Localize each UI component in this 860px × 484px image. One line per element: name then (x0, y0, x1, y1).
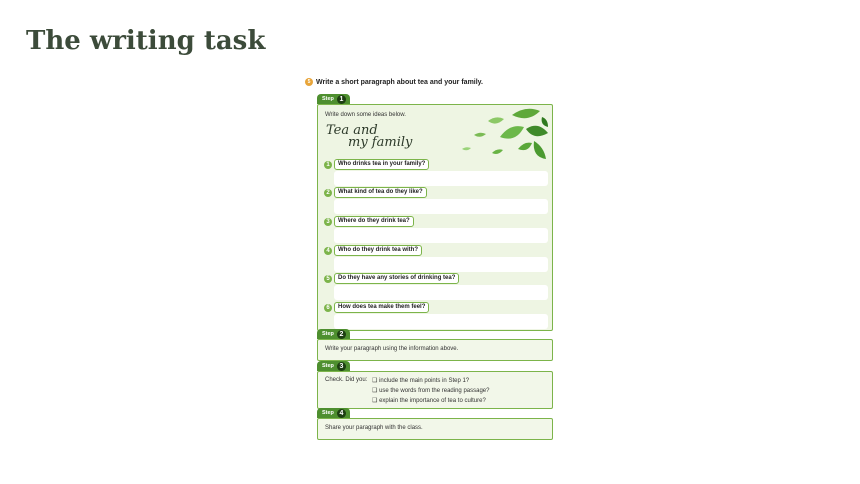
step-number: 4 (337, 409, 346, 418)
checklist-item-1: ❑ include the main points in Step 1? (372, 378, 470, 384)
question-number: 1 (324, 161, 332, 169)
step-number: 1 (337, 95, 346, 104)
checklist-item-2: ❑ use the words from the reading passage? (372, 388, 490, 394)
step-2-text: Write your paragraph using the information above. (325, 346, 459, 352)
question-number: 6 (324, 304, 332, 312)
step-1-text: Write down some ideas below. (325, 112, 406, 118)
step-3-tab (317, 361, 350, 371)
answer-field[interactable] (334, 285, 548, 300)
step-4-tab (317, 408, 350, 418)
step-label: Step (322, 410, 334, 416)
question-5 (324, 273, 548, 300)
question-number: 3 (324, 218, 332, 226)
step-2-box (317, 339, 553, 361)
checkbox-icon[interactable]: ❑ (372, 378, 378, 384)
handwritten-title-line1: Tea and (326, 123, 378, 138)
step-3-text: Check. Did you: (325, 377, 368, 383)
question-text: How does tea make them feel? (334, 302, 429, 313)
question-text: What kind of tea do they like? (334, 187, 427, 198)
step-1-box (317, 104, 553, 331)
answer-field[interactable] (334, 228, 548, 243)
checkbox-icon[interactable]: ❑ (372, 388, 378, 394)
question-4 (324, 245, 548, 272)
question-6 (324, 302, 548, 329)
page-title: The writing task (26, 26, 266, 56)
step-label: Step (322, 96, 334, 102)
instruction-text: Write a short paragraph about tea and your family. (316, 78, 483, 86)
handwritten-title-line2: my family (348, 135, 413, 150)
question-2 (324, 187, 548, 214)
checklist-item-3: ❑ explain the importance of tea to culture? (372, 398, 486, 404)
answer-field[interactable] (334, 199, 548, 214)
question-text: Who do they drink tea with? (334, 245, 422, 256)
question-number: 5 (324, 275, 332, 283)
step-3-box (317, 371, 553, 409)
answer-field[interactable] (334, 314, 548, 329)
exercise-number: 5 (305, 78, 313, 86)
step-2-tab (317, 329, 350, 339)
exercise-instruction (305, 78, 483, 86)
step-label: Step (322, 363, 334, 369)
step-number: 3 (337, 362, 346, 371)
answer-field[interactable] (334, 171, 548, 186)
checkbox-icon[interactable]: ❑ (372, 398, 378, 404)
step-4-text: Share your paragraph with the class. (325, 425, 423, 431)
question-number: 2 (324, 189, 332, 197)
tea-leaves-illustration (430, 105, 550, 163)
question-number: 4 (324, 247, 332, 255)
answer-field[interactable] (334, 257, 548, 272)
step-label: Step (322, 331, 334, 337)
question-text: Who drinks tea in your family? (334, 159, 429, 170)
question-text: Where do they drink tea? (334, 216, 414, 227)
question-3 (324, 216, 548, 243)
step-1-tab (317, 94, 350, 104)
question-text: Do they have any stories of drinking tea? (334, 273, 459, 284)
step-number: 2 (337, 330, 346, 339)
step-4-box (317, 418, 553, 440)
question-1 (324, 159, 548, 186)
